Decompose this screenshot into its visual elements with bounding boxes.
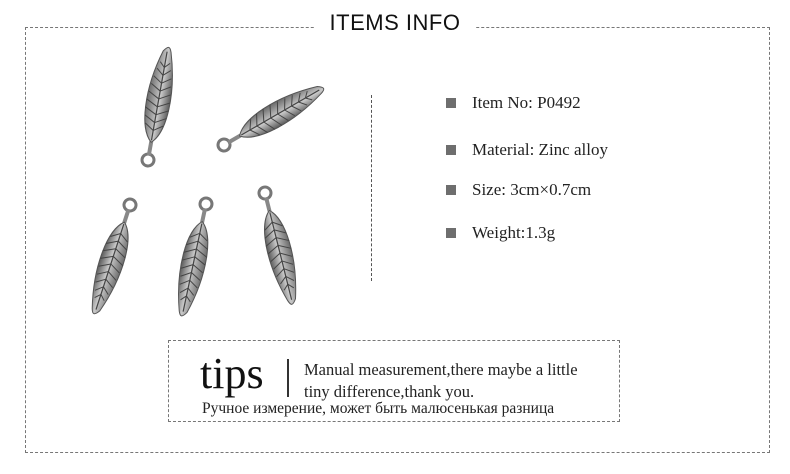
square-bullet-icon <box>446 228 456 238</box>
feather-charm-image <box>135 45 180 168</box>
spec-item-number <box>446 93 581 113</box>
tips-heading: tips <box>200 349 264 398</box>
tips-text-line-2: tiny difference,thank you. <box>304 382 475 401</box>
spec-label: Item No: P0492 <box>472 93 581 112</box>
spec-weight <box>446 223 555 243</box>
spec-material <box>446 140 608 160</box>
square-bullet-icon <box>446 98 456 108</box>
tips-text-line-1: Manual measurement,there maybe a little <box>304 360 578 379</box>
feather-charm-image <box>252 184 304 307</box>
spec-label: Weight:1.3g <box>472 223 556 242</box>
vertical-divider <box>371 95 372 281</box>
tips-text-line-3: Ручное измерение, может быть малюсенькая разница <box>202 400 555 417</box>
tips-separator <box>287 359 289 397</box>
square-bullet-icon <box>446 185 456 195</box>
square-bullet-icon <box>446 145 456 155</box>
feather-charm-image <box>83 196 143 318</box>
spec-label: Material: Zinc alloy <box>472 140 608 159</box>
spec-label: Size: 3cm×0.7cm <box>472 180 592 199</box>
spec-size <box>446 180 591 200</box>
feather-charm-image <box>213 77 329 158</box>
page-title: ITEMS INFO <box>314 10 477 36</box>
feather-charm-image <box>170 196 219 319</box>
